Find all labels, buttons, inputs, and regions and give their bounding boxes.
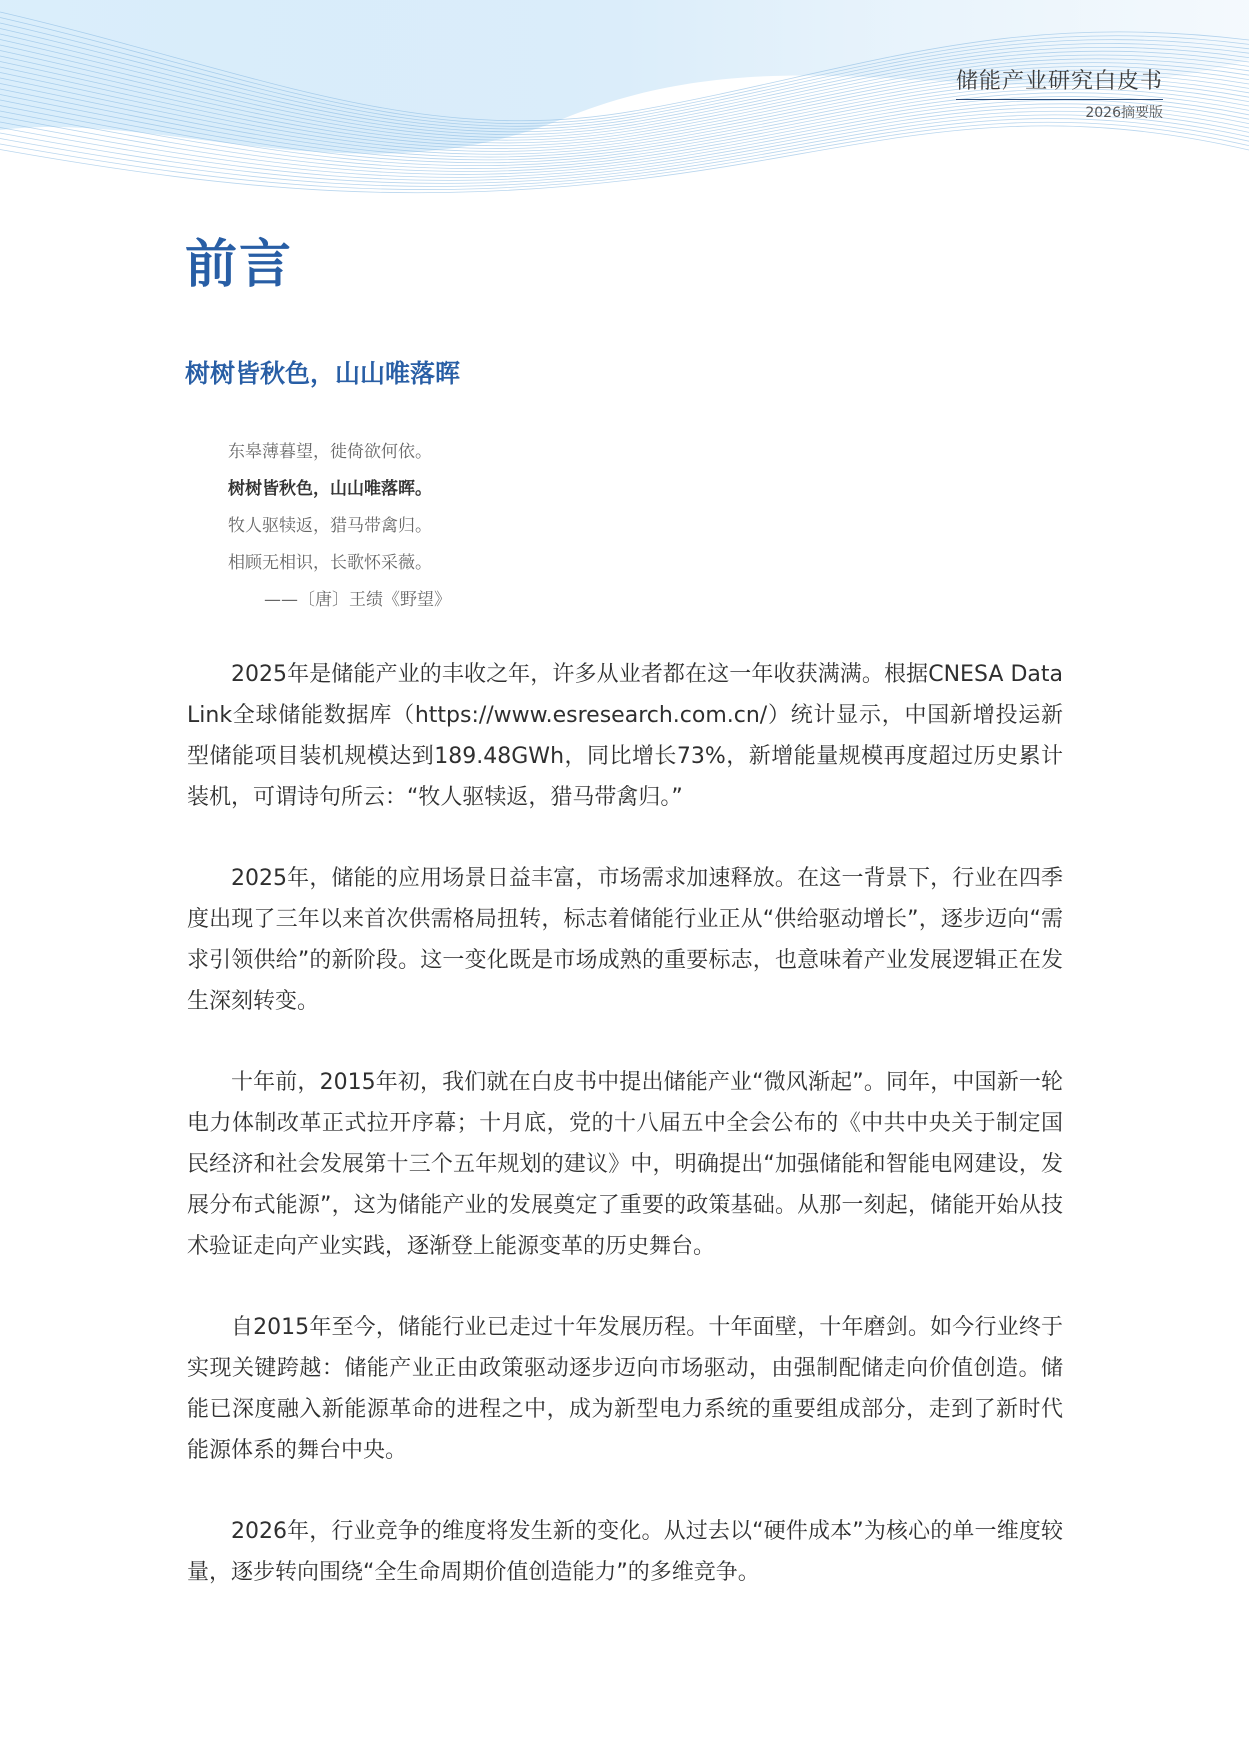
poem — [228, 434, 451, 619]
poem-line: 东皋薄暮望，徙倚欲何依。 — [228, 442, 432, 462]
decorative-wave-background — [0, 0, 1249, 210]
section-subtitle: 树树皆秋色，山山唯落晖 — [185, 359, 461, 388]
header-subtitle: 2026摘要版 — [1085, 105, 1163, 121]
poem-line: 相顾无相识，长歌怀采薇。 — [228, 553, 432, 573]
header-title: 储能产业研究白皮书 — [956, 64, 1163, 100]
paragraph: 2025年是储能产业的丰收之年，许多从业者都在这一年收获满满。根据CNESA DataLink全球储能数据库（https://www.esresearch.com.cn/）统计显示，中国新增投运新型储能项目装机规模达到189.48GWh，同比增长73%，新增能量规模再度超过历史累计装机，可谓诗句所云：“牧人驱犊返，猎马带禽归。” — [187, 662, 1063, 810]
paragraph: 自2015年至今，储能行业已走过十年发展历程。十年面壁，十年磨剑。如今行业终于实现关键跨越：储能产业正由政策驱动逐步迈向市场驱动，由强制配储走向价值创造。储能已深度融入新能源革命的进程之中，成为新型电力系统的重要组成部分，走到了新时代能源体系的舞台中央。 — [187, 1315, 1063, 1463]
paragraph: 2025年，储能的应用场景日益丰富，市场需求加速释放。在这一背景下，行业在四季度出现了三年以来首次供需格局扭转，标志着储能行业正从“供给驱动增长”，逐步迈向“需求引领供给”的新阶段。这一变化既是市场成熟的重要标志，也意味着产业发展逻辑正在发生深刻转变。 — [187, 866, 1063, 1014]
paragraph: 十年前，2015年初，我们就在白皮书中提出储能产业“微风渐起”。同年，中国新一轮电力体制改革正式拉开序幕；十月底，党的十八届五中全会公布的《中共中央关于制定国民经济和社会发展第十三个五年规划的建议》中，明确提出“加强储能和智能电网建设，发展分布式能源”，这为储能产业的发展奠定了重要的政策基础。从那一刻起，储能开始从技术验证走向产业实践，逐渐登上能源变革的历史舞台。 — [187, 1070, 1063, 1259]
poem-line: 牧人驱犊返，猎马带禽归。 — [228, 516, 432, 536]
page-title: 前言 — [185, 235, 294, 295]
poem-line-highlighted: 树树皆秋色，山山唯落晖。 — [228, 479, 432, 499]
poem-attribution: ——〔唐〕王绩《野望》 — [264, 590, 451, 610]
paragraph: 2026年，行业竞争的维度将发生新的变化。从过去以“硬件成本”为核心的单一维度较量，逐步转向围绕“全生命周期价值创造能力”的多维竞争。 — [187, 1519, 1063, 1585]
body-text — [187, 654, 1063, 1633]
